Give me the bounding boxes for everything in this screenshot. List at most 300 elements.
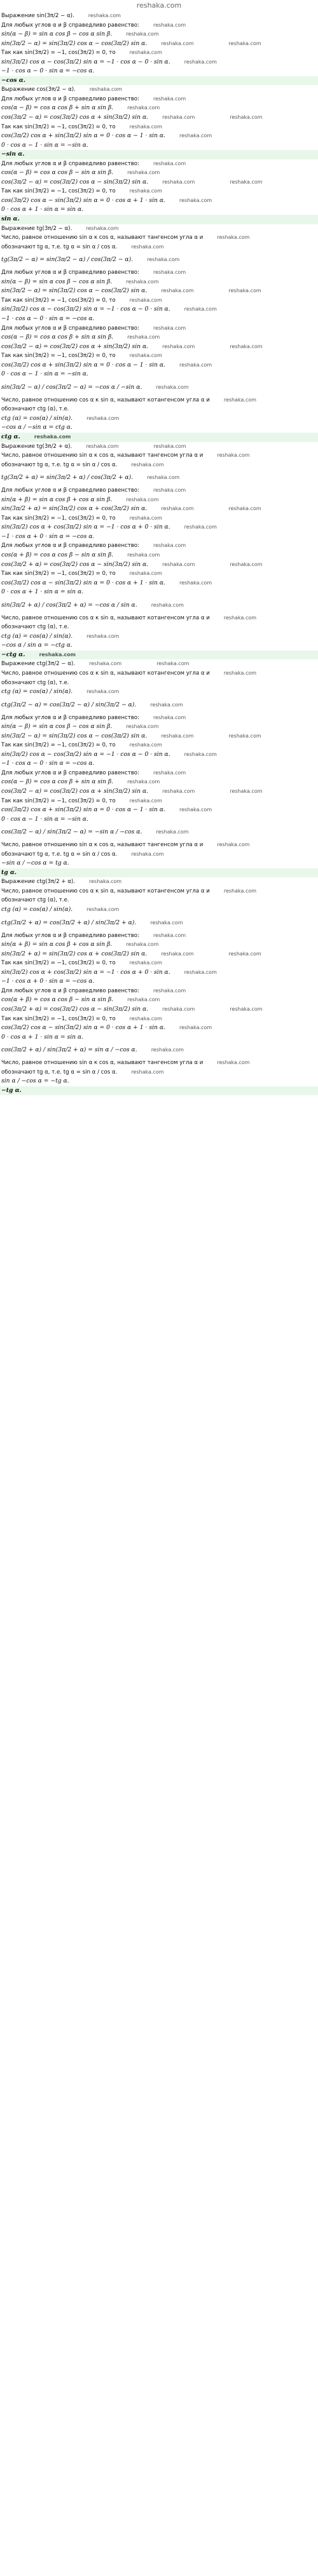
text-line [0,850,318,860]
watermark-text: reshaka.com [126,724,159,730]
watermark-text: reshaka.com [153,769,186,776]
watermark-text: reshaka.com [88,13,121,18]
watermark-text: reshaka.com [153,543,186,549]
text-line [0,659,318,669]
line-content: Для любых углов α и β справедливо равенство: [1,269,139,276]
line-content: ctg(3π/2 + α) = cos(3π/2 + α) / sin(3π/2 + α). [1,919,137,926]
answer-line [0,868,318,878]
line-content: sin(3π/2) cos α − cos(3π/2) sin α = −1 · cos α − 0 · sin α. [1,750,170,758]
watermark-text: reshaka.com [161,288,194,294]
formula-line [0,287,318,296]
line-content: sin(3π/2) cos α − cos(3π/2) sin α = −1 · cos α − 0 · sin α. [1,58,170,65]
line-content: sin(3π/2 − α) = sin(3π/2) cos α − cos(3π/2) sin α. [1,287,148,295]
watermark-text: reshaka.com [162,179,195,185]
text-line [0,21,318,30]
line-content: ctg(3π/2 − α) = cos(3π/2 − α) / sin(3π/2 − α). [1,701,137,708]
formula-line [0,632,318,642]
watermark-text: reshaka.com [127,779,160,785]
answer-line [0,433,318,442]
text-line [0,769,318,778]
line-content: Так как sin(3π/2) = −1, cos(3π/2) = 0, то [1,353,116,360]
watermark-text: reshaka.com [228,950,261,957]
watermark-text: reshaka.com [156,384,189,390]
text-line [0,569,318,579]
formula-line [0,67,318,76]
line-content: Число, равное отношению cos α к sin α, называют котангенсом угла α и [1,670,210,677]
line-content: 0 · cos α + 1 · sin α = sin α. [1,206,84,213]
line-content: Число, равное отношению cos α к sin α, называют котангенсом угла α и [1,396,210,403]
formula-line [0,968,318,978]
text-line [0,623,318,632]
text-line [0,669,318,678]
watermark-text: reshaka.com [127,334,160,341]
text-line [0,959,318,968]
line-content: −1 · cos α − 0 · sin α = −cos α. [1,314,95,322]
line-content: Так как sin(3π/2) = −1, cos(3π/2) = 0, то [1,1015,116,1022]
formula-line [0,342,318,352]
line-content: −1 · cos α + 0 · sin α = −cos α. [1,978,95,985]
watermark-text: reshaka.com [228,732,261,739]
watermark-text: reshaka.com [126,496,159,502]
line-content: Так как sin(3π/2) = −1, cos(3π/2) = 0, то [1,960,116,967]
line-content: cos(α − β) = cos α cos β + sin α sin β. [1,334,114,341]
text-line [0,1068,318,1077]
formula-line [0,1023,318,1033]
line-content: cos(3π/2 − α) = cos(3π/2) cos α + sin(3π/2) sin α. [1,342,149,350]
text-line [0,514,318,523]
watermark-text: reshaka.com [153,714,186,720]
formula-line [0,915,318,931]
watermark-text: reshaka.com [179,579,212,586]
line-content: обозначают ctg (α), т.е. [1,897,69,904]
answer-line [0,651,318,660]
watermark-text: reshaka.com [228,506,261,512]
line-content: sin(α + β) = sin α cos β + cos α sin β. [1,941,113,948]
formula-line [0,305,318,314]
formula-line [0,815,318,825]
line-content: Число, равное отношению sin α к cos α, называют тангенсом угла α и [1,1060,204,1067]
watermark-text: reshaka.com [129,297,162,303]
line-content: cos(3π/2) cos α − sin(3π/2) sin α = 0 · cos α + 1 · sin α. [1,196,165,204]
line-content: Число, равное отношению cos α к sin α, называют котангенсом угла α и [1,887,210,894]
text-line [0,405,318,414]
watermark-text: reshaka.com [126,941,159,948]
line-content: 0 · cos α + 1 · sin α = sin α. [1,588,84,596]
line-content: −cos α / −sin α = ctg α. [1,424,73,431]
line-content: −sin α / −cos α = tg α. [1,860,69,867]
watermark-text: reshaka.com [162,1006,195,1012]
line-content: ctg α. [1,433,20,440]
line-content: Так как sin(3π/2) = −1, cos(3π/2) = 0, то [1,297,116,304]
line-content: tg(3π/2 + α) = sin(3π/2 + α) / cos(3π/2 + α). [1,474,134,482]
line-content: Число, равное отношению sin α к cos α, называют тангенсом угла α и [1,452,204,459]
line-content: Выражение ctg(3π/2 − α). [1,661,75,668]
formula-line [0,1033,318,1042]
watermark-text: reshaka.com [147,475,180,481]
watermark-text: reshaka.com [217,842,250,848]
formula-line [0,113,318,123]
watermark-text: reshaka.com [129,515,162,521]
text-line [0,614,318,623]
watermark-text: reshaka.com [129,742,162,748]
line-content: обозначают ctg (α), т.е. [1,406,69,413]
watermark-text: reshaka.com [153,95,186,102]
text-line [0,351,318,361]
line-content: cos(3π/2) cos α − sin(3π/2) sin α = 0 · cos α + 1 · sin α. [1,579,165,586]
line-content: ctg (α) = cos(α) / sin(α). [1,632,73,640]
text-line [0,896,318,905]
watermark-text: reshaka.com [126,278,159,285]
line-content: Для любых углов α и β справедливо равенство: [1,543,139,550]
text-line [0,486,318,496]
formula-line [0,732,318,741]
formula-line [0,750,318,760]
watermark-text: reshaka.com [127,105,160,111]
formula-line [0,824,318,840]
line-content: Так как sin(3π/2) = −1, cos(3π/2) = 0, то [1,188,116,195]
watermark-text: reshaka.com [131,461,164,468]
site-header[interactable]: reshaka.com [136,1,182,10]
formula-line [0,168,318,178]
formula-line [0,687,318,697]
watermark-text: reshaka.com [129,353,162,359]
line-content: Для любых углов α и β справедливо равенство: [1,160,139,167]
text-line [0,396,318,405]
line-content: Число, равное отношению sin α к cos α, называют тангенсом угла α и [1,234,204,241]
answer-line [0,76,318,86]
line-content: Выражение cos(3π/2 − α). [1,86,76,93]
text-line [0,541,318,551]
watermark-text: reshaka.com [230,788,263,795]
text-line [0,159,318,169]
line-content: −cos α / sin α = −ctg α. [1,642,73,649]
line-content: Так как sin(3π/2) = −1, cos(3π/2) = 0, то [1,742,116,749]
watermark-text: reshaka.com [161,950,194,957]
line-content: sin(3π/2 − α) = sin(3π/2) cos α − cos(3π/2) sin α. [1,39,148,47]
watermark-text: reshaka.com [230,179,263,185]
watermark-text: reshaka.com [162,561,195,567]
watermark-text: reshaka.com [179,361,212,368]
line-content: sin(3π/2 + α) = sin(3π/2) cos α + cos(3π/2) sin α. [1,950,148,957]
line-content: обозначают ctg (α), т.е. [1,624,69,631]
formula-line [0,131,318,141]
line-content: −sin α. [1,151,25,158]
formula-line [0,697,318,713]
watermark-text: reshaka.com [131,851,164,857]
line-content: cos(3π/2) cos α + sin(3π/2) sin α = 0 · cos α − 1 · sin α. [1,361,165,368]
text-line [0,85,318,95]
watermark-text: reshaka.com [86,415,120,421]
formula-line [0,104,318,113]
watermark-text: reshaka.com [39,651,76,657]
formula-line [0,806,318,815]
watermark-text: reshaka.com [126,31,159,37]
watermark-text: reshaka.com [217,234,250,241]
formula-line [0,597,318,614]
text-line [0,233,318,243]
watermark-text: reshaka.com [86,443,119,449]
formula-line [0,995,318,1005]
line-content: sin(α − β) = sin α cos β − cos α sin β. [1,723,113,731]
formula-line [0,588,318,597]
text-line [0,931,318,941]
text-line [0,678,318,688]
line-content: sin(α + β) = sin α cos β + cos α sin β. [1,496,113,503]
formula-line [0,859,318,868]
formula-line [0,333,318,342]
watermark-text: reshaka.com [184,58,217,65]
formula-line [0,196,318,206]
line-content: sin α. [1,215,20,223]
watermark-text: reshaka.com [151,1047,184,1053]
line-content: 0 · cos α − 1 · sin α = −sin α. [1,141,88,149]
line-content: Так как sin(3π/2) = −1, cos(3π/2) = 0, то [1,570,116,577]
formula-line [0,641,318,651]
formula-line [0,905,318,915]
formula-line [0,361,318,370]
formula-line [0,178,318,187]
solution-content [0,11,318,1095]
line-content: cos(3π/2 − α) = cos(3π/2) cos α + sin(3π/2) sin α. [1,114,149,121]
watermark-text: reshaka.com [127,997,160,1003]
text-line [0,1015,318,1024]
line-content: cos(3π/2 + α) / sin(3π/2 + α) = sin α / −cos α. [1,1046,137,1054]
text-line [0,1058,318,1068]
watermark-text: reshaka.com [86,225,119,231]
formula-line [0,560,318,570]
line-content: Так как sin(3π/2) = −1, cos(3π/2) = 0, то [1,797,116,804]
formula-line [0,523,318,532]
line-content: −1 · cos α + 0 · sin α = −cos α. [1,532,95,540]
watermark-text: reshaka.com [131,1069,164,1075]
formula-line [0,1042,318,1058]
line-content: Так как sin(3π/2) = −1, cos(3π/2) = 0, то [1,123,116,130]
watermark-text: reshaka.com [230,114,263,121]
text-line [0,187,318,196]
text-line [0,95,318,104]
text-line [0,713,318,723]
watermark-text: reshaka.com [129,123,162,130]
watermark-text: reshaka.com [179,133,212,139]
watermark-text: reshaka.com [179,807,212,813]
line-content: −ctg α. [1,651,25,658]
answer-line [0,1086,318,1096]
formula-line [0,532,318,542]
text-line [0,442,318,452]
formula-line [0,30,318,39]
watermark-text: reshaka.com [151,602,184,608]
line-content: cos(3π/2) cos α + sin(3π/2) sin α = 0 · cos α − 1 · sin α. [1,132,165,140]
line-content: tg α. [1,868,17,876]
watermark-text: reshaka.com [162,343,195,349]
line-content: обозначают ctg (α), т.е. [1,679,69,686]
line-content: Число, равное отношению cos α к sin α, называют котангенсом угла α и [1,614,210,621]
watermark-text: reshaka.com [161,40,194,46]
watermark-text: reshaka.com [153,932,186,938]
formula-line [0,379,318,396]
watermark-text: reshaka.com [150,919,183,926]
line-content: cos(3π/2 + α) = cos(3π/2) cos α − sin(3π/2) sin α. [1,1005,149,1013]
watermark-text: reshaka.com [153,22,186,28]
line-content: Так как sin(3π/2) = −1, cos(3π/2) = 0, то [1,50,116,57]
text-line [0,840,318,850]
text-line [0,48,318,58]
formula-line [0,252,318,268]
line-content: sin(3π/2 + α) = sin(3π/2) cos α + cos(3π/2) sin α. [1,505,148,513]
text-line [0,243,318,252]
formula-line [0,370,318,379]
text-line [0,123,318,132]
watermark-text: reshaka.com [228,288,261,294]
line-content: cos(3π/2 − α) = cos(3π/2) cos α + sin(3π/2) sin α. [1,788,149,795]
text-line [0,741,318,750]
line-content: Число, равное отношению sin α к cos α, называют тангенсом угла α и [1,842,204,849]
watermark-text: reshaka.com [129,188,162,194]
watermark-text: reshaka.com [129,960,162,966]
line-content: 0 · cos α − 1 · sin α = −sin α. [1,370,88,378]
watermark-text: reshaka.com [153,987,186,994]
watermark-text: reshaka.com [153,160,186,166]
formula-line [0,314,318,324]
watermark-text: reshaka.com [88,661,122,667]
text-line [0,324,318,334]
line-content: Выражение tg(3π/2 − α). [1,225,73,232]
line-content: Выражение ctg(3π/2 + α). [1,879,75,886]
watermark-text: reshaka.com [162,114,195,121]
formula-line [0,39,318,49]
text-line [0,877,318,887]
watermark-text: reshaka.com [184,306,217,313]
line-content: sin α / −cos α = −tg α. [1,1077,69,1085]
watermark-text: reshaka.com [127,170,160,176]
watermark-text: reshaka.com [88,879,122,885]
watermark-text: reshaka.com [156,661,190,667]
line-content: sin(3π/2) cos α + cos(3π/2) sin α = −1 · cos α + 0 · sin α. [1,968,170,976]
line-content: cos(α + β) = cos α cos β − sin α sin β. [1,551,114,558]
line-content: обозначают tg α, т.е. tg α = sin α / cos α. [1,243,118,250]
formula-line [0,759,318,769]
line-content: Так как sin(3π/2) = −1, cos(3π/2) = 0, то [1,515,116,522]
watermark-text: reshaka.com [179,197,212,203]
watermark-text: reshaka.com [127,551,160,558]
text-line [0,797,318,806]
line-content: ctg (α) = cos(α) / sin(α). [1,688,73,696]
answer-line [0,150,318,159]
watermark-text: reshaka.com [86,689,120,695]
watermark-text: reshaka.com [223,887,257,894]
formula-line [0,414,318,424]
text-line [0,296,318,306]
line-content: 0 · cos α − 1 · sin α = −sin α. [1,815,88,823]
line-content: Для любых углов α и β справедливо равенство: [1,769,139,776]
watermark-text: reshaka.com [89,86,123,93]
watermark-text: reshaka.com [150,701,183,708]
watermark-text: reshaka.com [184,524,217,530]
line-content: −1 · cos α − 0 · sin α = −cos α. [1,67,95,75]
watermark-text: reshaka.com [153,269,186,276]
line-content: Для любых углов α и β справедливо равенство: [1,487,139,494]
line-content: cos(3π/2 + α) = cos(3π/2) cos α − sin(3π/2) sin α. [1,560,149,568]
watermark-text: reshaka.com [223,396,257,403]
formula-line [0,496,318,505]
line-content: cos(α − β) = cos α cos β + sin α sin β. [1,778,114,786]
line-content: cos(3π/2 − α) / sin(3π/2 − α) = −sin α / −cos α. [1,828,142,836]
answer-line [0,215,318,224]
formula-line [0,940,318,950]
text-line [0,268,318,278]
text-line [0,987,318,996]
line-content: Для любых углов α и β справедливо равенство: [1,95,139,102]
watermark-text: reshaka.com [86,633,120,639]
watermark-text: reshaka.com [230,1006,263,1012]
line-content: Для любых углов α и β справедливо равенство: [1,932,139,939]
formula-line [0,722,318,732]
formula-line [0,1005,318,1015]
watermark-text: reshaka.com [129,50,162,56]
watermark-text: reshaka.com [179,1025,212,1031]
line-content: Для любых углов α и β справедливо равенство: [1,22,139,29]
watermark-text: reshaka.com [34,433,71,440]
line-content: sin(3π/2) cos α + cos(3π/2) sin α = −1 · cos α + 0 · sin α. [1,523,170,531]
watermark-text: reshaka.com [129,570,162,577]
text-line [0,451,318,461]
formula-line [0,278,318,287]
watermark-text: reshaka.com [230,561,263,567]
line-content: sin(3π/2) cos α − cos(3π/2) sin α = −1 · cos α − 0 · sin α. [1,306,170,313]
formula-line [0,977,318,987]
watermark-text: reshaka.com [217,1060,250,1066]
line-content: обозначают tg α, т.е. tg α = sin α / cos α. [1,851,118,858]
watermark-text: reshaka.com [217,452,250,459]
line-content: sin(α − β) = sin α cos β − cos α sin β. [1,30,113,38]
line-content: sin(3π/2 + α) / cos(3π/2 + α) = −cos α / sin α. [1,601,137,609]
line-content: sin(3π/2 − α) / cos(3π/2 − α) = −cos α / −sin α. [1,383,142,391]
line-content: cos(α + β) = cos α cos β − sin α sin β. [1,996,114,1004]
text-line [0,887,318,896]
watermark-text: reshaka.com [161,506,194,512]
text-line [0,461,318,470]
formula-line [0,787,318,797]
line-content: Для любых углов α и β справедливо равенство: [1,987,139,994]
watermark-text: reshaka.com [86,907,120,913]
watermark-text: reshaka.com [153,325,186,331]
watermark-text: reshaka.com [223,670,257,676]
line-content: обозначают tg α, т.е. tg α = sin α / cos α. [1,461,118,468]
watermark-text: reshaka.com [147,257,180,263]
formula-line [0,58,318,67]
line-content: cos(α − β) = cos α cos β + sin α sin β. [1,104,114,112]
line-content: cos(3π/2 − α) = cos(3π/2) cos α − sin(3π/2) sin α. [1,178,149,185]
watermark-text: reshaka.com [129,1015,162,1022]
line-content: ctg (α) = cos(α) / sin(α). [1,414,73,422]
watermark-text: reshaka.com [230,343,263,349]
line-content: 0 · cos α + 1 · sin α = sin α. [1,1033,84,1041]
watermark-text: reshaka.com [223,614,257,621]
formula-line [0,205,318,215]
formula-line [0,1077,318,1086]
formula-line [0,423,318,433]
line-content: Для любых углов α и β справедливо равенство: [1,714,139,721]
formula-line [0,141,318,151]
line-content: sin(3π/2 − α) = sin(3π/2) cos α − cos(3π/2) sin α. [1,732,148,739]
line-content: Выражение tg(3π/2 + α). [1,443,73,450]
formula-line [0,778,318,787]
watermark-text: reshaka.com [153,487,186,494]
line-content: tg(3π/2 − α) = sin(3π/2 − α) / cos(3π/2 − α). [1,256,134,264]
line-content: Для любых углов α и β справедливо равенство: [1,325,139,332]
formula-line [0,551,318,560]
formula-line [0,579,318,588]
